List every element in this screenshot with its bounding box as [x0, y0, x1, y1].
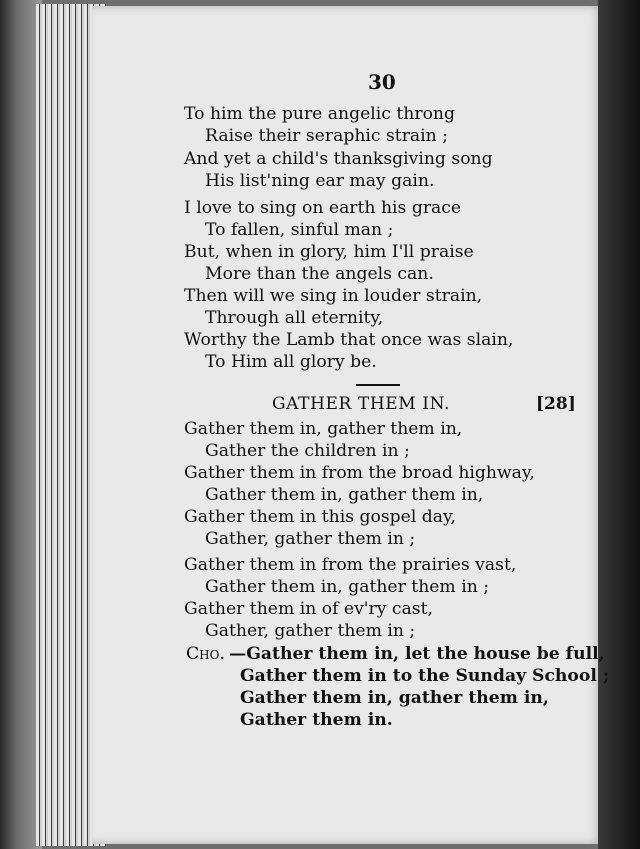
verse-line: And yet a child's thanksgiving song	[184, 149, 493, 169]
verse-line: His list'ning ear may gain.	[205, 171, 435, 191]
verse-line: I love to sing on earth his grace	[184, 198, 462, 218]
verse-line: Then will we sing in louder strain,	[184, 286, 483, 306]
hymn-line: Gather the children in ;	[205, 441, 410, 461]
verse-line: Worthy the Lamb that once was slain,	[184, 330, 514, 350]
chorus-line: —Gather them in, let the house be full,	[229, 644, 605, 664]
page-number: 30	[368, 70, 396, 94]
verse-line: Through all eternity,	[205, 308, 384, 328]
hymn-line: Gather them in, gather them in,	[205, 485, 484, 505]
verse-line: Raise their seraphic strain ;	[205, 126, 448, 146]
verse-line: But, when in glory, him I'll praise	[184, 242, 474, 262]
chorus-label: Cho.	[186, 644, 225, 664]
hymn-line: Gather them in, gather them in ;	[205, 577, 490, 597]
verse-line: To fallen, sinful man ;	[205, 220, 394, 240]
chorus-line: Gather them in.	[240, 710, 393, 730]
chorus-line: Gather them in to the Sunday School ;	[240, 666, 610, 686]
verse-line: To Him all glory be.	[205, 352, 377, 372]
hymn-line: Gather them in from the broad highway,	[184, 463, 535, 483]
hymn-line: Gather them in this gospel day,	[184, 507, 456, 527]
verse-line: More than the angels can.	[205, 264, 434, 284]
chorus-line: Gather them in, gather them in,	[240, 688, 549, 708]
section-divider	[356, 384, 400, 386]
hymn-line: Gather them in of ev'ry cast,	[184, 599, 433, 619]
hymn-line: Gather, gather them in ;	[205, 529, 416, 549]
hymn-line: Gather them in from the prairies vast,	[184, 555, 517, 575]
hymn-number: [28]	[536, 394, 576, 414]
hymn-title: GATHER THEM IN.	[272, 394, 450, 414]
hymn-line: Gather them in, gather them in,	[184, 419, 463, 439]
verse-line: To him the pure angelic throng	[184, 104, 455, 124]
hymn-line: Gather, gather them in ;	[205, 621, 416, 641]
